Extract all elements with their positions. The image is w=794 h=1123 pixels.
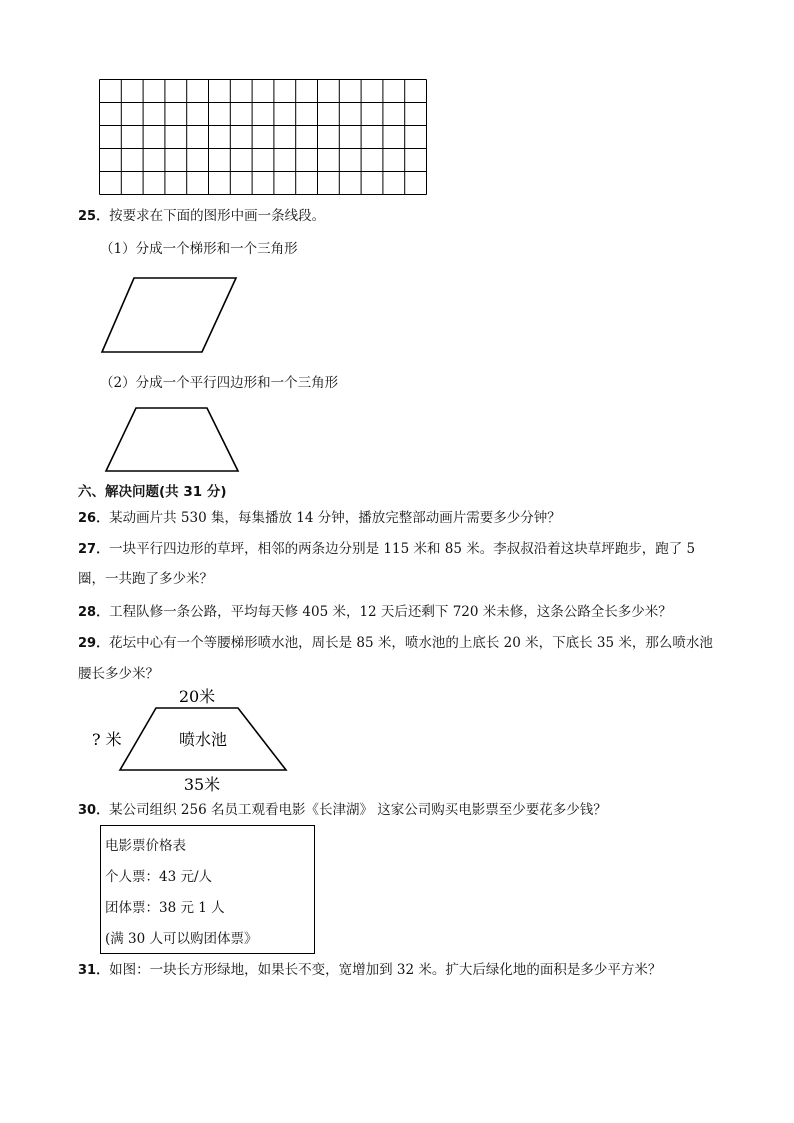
price-table-individual: 个人票：43 元/人 bbox=[105, 869, 213, 885]
question-number: 28． bbox=[78, 605, 110, 620]
question-30 bbox=[78, 800, 607, 821]
q25-sub1: （1）分成一个梯形和一个三角形 bbox=[100, 241, 298, 257]
question-number: 31． bbox=[78, 963, 110, 978]
fountain-trapezoid-figure bbox=[90, 684, 300, 794]
square-grid bbox=[99, 79, 427, 196]
price-table-title: 电影票价格表 bbox=[105, 838, 186, 854]
question-number: 27． bbox=[78, 542, 110, 557]
parallelogram-figure bbox=[100, 276, 240, 356]
question-text: 如图：一块长方形绿地，如果长不变，宽增加到 32 米。扩大后绿化地的面积是多少平方米？ bbox=[109, 962, 662, 978]
question-25 bbox=[78, 206, 325, 227]
section-heading: 六、解决问题(共 31 分) bbox=[78, 484, 227, 500]
q25-sub2: （2）分成一个平行四边形和一个三角形 bbox=[100, 375, 339, 391]
question-28 bbox=[78, 602, 672, 623]
question-text-line1: 一块平行四边形的草坪，相邻的两条边分别是 115 米和 85 米。李叔叔沿着这块草坪跑步，跑了 5 bbox=[109, 541, 696, 557]
question-29 bbox=[78, 633, 713, 654]
question-number: 26． bbox=[78, 511, 110, 526]
question-31 bbox=[78, 960, 661, 981]
question-29-line2: 腰长多少米？ bbox=[78, 666, 159, 682]
question-text: 某公司组织 256 名员工观看电影《长津湖》 这家公司购买电影票至少要花多少钱？ bbox=[109, 802, 607, 818]
question-text: 某动画片共 530 集，每集播放 14 分钟，播放完整部动画片需要多少分钟？ bbox=[109, 510, 561, 526]
price-table-note: (满 30 人可以购团体票》 bbox=[105, 931, 258, 947]
trapezoid-figure bbox=[104, 406, 244, 476]
question-number: 30． bbox=[78, 803, 110, 818]
question-text-line1: 花坛中心有一个等腰梯形喷水池，周长是 85 米，喷水池的上底长 20 米，下底长 35 米，那么喷水池 bbox=[109, 635, 713, 651]
question-number: 29． bbox=[78, 636, 110, 651]
question-text: 工程队修一条公路，平均每天修 405 米，12 天后还剩下 720 米未修，这条公路全长多少米？ bbox=[109, 604, 672, 620]
question-27-line2: 圈，一共跑了多少米？ bbox=[78, 571, 213, 587]
question-number: 25． bbox=[78, 209, 110, 224]
price-table-group: 团体票：38 元 1 人 bbox=[105, 900, 225, 916]
fountain-top-label: 20米 bbox=[178, 687, 216, 706]
question-text: 按要求在下面的图形中画一条线段。 bbox=[109, 208, 326, 224]
fountain-side-label: ? 米 bbox=[92, 730, 122, 749]
question-26 bbox=[78, 508, 561, 529]
price-table bbox=[100, 825, 315, 954]
question-27 bbox=[78, 539, 695, 560]
fountain-bottom-label: 35米 bbox=[183, 775, 221, 794]
fountain-center-label: 喷水池 bbox=[178, 730, 228, 749]
